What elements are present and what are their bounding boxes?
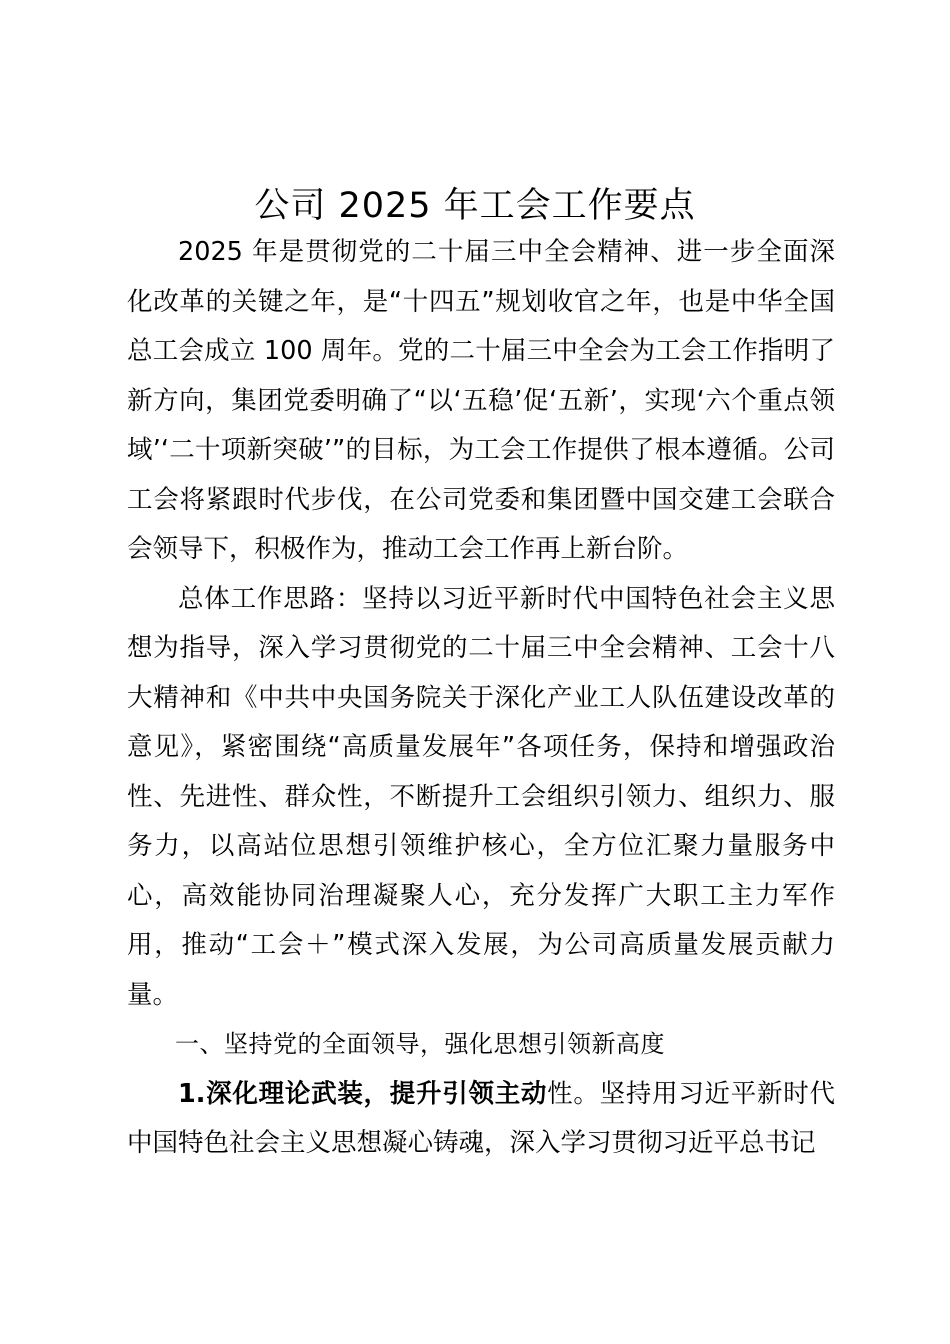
section-heading: 一、坚持党的全面领导，强化思想引领新高度 xyxy=(175,1030,665,1058)
document-title: 公司 2025 年工会工作要点 xyxy=(254,186,696,226)
item-1-bold-lead: 1.深化理论武装，提升引领主动 xyxy=(178,1078,548,1109)
document-body xyxy=(127,228,835,1169)
item-1-text: 性。坚持用习近平新时代中国特色社会主义思想凝心铸魂，深入学习贯彻习近平总书记 xyxy=(127,1078,835,1158)
item-1-paragraph xyxy=(127,1070,835,1169)
intro-paragraph: 2025 年是贯彻党的二十届三中全会精神、进一步全面深化改革的关键之年，是“十四五”规划收官之年，也是中华全国总工会成立 100 周年。党的二十届三中全会为工会工作指明了新方向，集团党委明确了“以‘五稳’促‘五新’，实现‘六个重点领域’‘二十项新突破’”的目标，为工会工作提供了根本遵循。公司工会将紧跟时代步伐，在公司党委和集团暨中国交建工会联合会领导下，积极作为，推动工会工作再上新台阶。 xyxy=(127,237,835,564)
overall-approach-paragraph: 总体工作思路：坚持以习近平新时代中国特色社会主义思想为指导，深入学习贯彻党的二十届三中全会精神、工会十八大精神和《中共中央国务院关于深化产业工人队伍建设改革的意见》，紧密围绕“高质量发展年”各项任务，保持和增强政治性、先进性、群众性，不断提升工会组织引领力、组织力、服务力，以高站位思想引领维护核心，全方位汇聚力量服务中心，高效能协同治理凝聚人心，充分发挥广大职工主力军作用，推动“工会＋”模式深入发展，为公司高质量发展贡献力量。 xyxy=(127,583,835,1010)
